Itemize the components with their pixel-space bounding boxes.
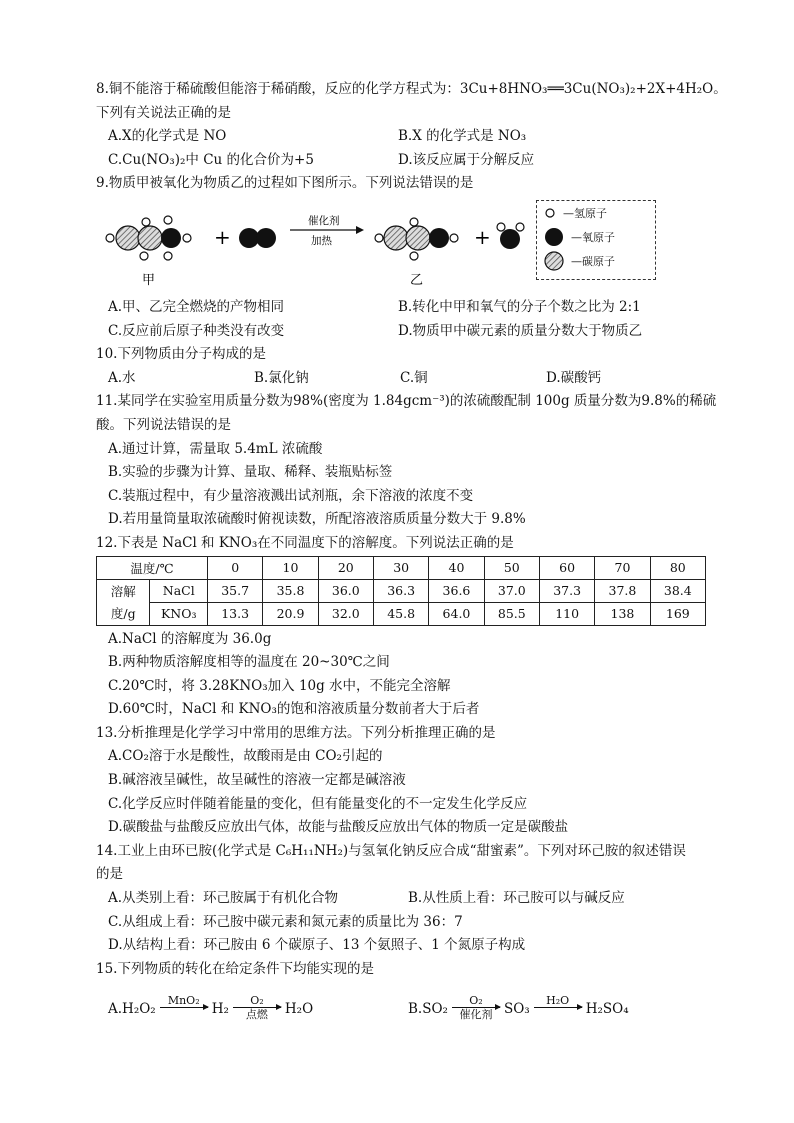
- kno3-cell: 169: [650, 602, 705, 625]
- q14-option-b: B.从性质上看：环己胺可以与碱反应: [408, 890, 625, 907]
- q10-option-b: B.氯化钠: [254, 369, 309, 386]
- table-row-nacl: [97, 579, 706, 602]
- temp-cell: 0: [208, 556, 263, 579]
- kno3-cell: 110: [539, 602, 594, 625]
- q9-stem: 9.物质甲被氧化为物质乙的过程如下图所示。下列说法错误的是: [96, 175, 474, 192]
- q8-options-ab: [96, 125, 712, 149]
- q12-stem: 12.下表是 NaCl 和 KNO₃在不同温度下的溶解度。下列说法正确的是: [96, 534, 514, 551]
- q15-stem: 15.下列物质的转化在给定条件下均能实现的是: [96, 960, 374, 977]
- condition-heat: 加热: [311, 234, 332, 247]
- condition-catalyst: 催化剂: [308, 214, 340, 227]
- row-header-bottom: 度/g: [97, 602, 150, 625]
- kno3-cell: 85.5: [484, 602, 539, 625]
- reaction-arrow-icon: O₂ 点燃: [233, 994, 281, 1021]
- q15-option-b: B. SO₂ O₂ 催化剂 SO₃ H₂O H₂SO₄: [408, 994, 629, 1022]
- q11-option-b: B.实验的步骤为计算、量取、稀释、装瓶贴标签: [108, 464, 393, 481]
- q9-option-b: B.转化中甲和氧气的分子个数之比为 2:1: [398, 298, 641, 315]
- nacl-cell: 37.0: [484, 579, 539, 602]
- q11-option-d: D.若用量筒量取浓硫酸时俯视读数，所配溶液溶质质量分数大于 9.8%: [108, 511, 526, 528]
- q9-option-c: C.反应前后原子种类没有改变: [108, 322, 285, 339]
- kno3-cell: 138: [595, 602, 650, 625]
- q10-stem: 10.下列物质由分子构成的是: [96, 346, 266, 363]
- q13-option-b: B.碱溶液呈碱性，故呈碱性的溶液一定都是碱溶液: [108, 772, 406, 789]
- q8-option-d: D.该反应属于分解反应: [398, 151, 535, 168]
- table-row-temps: [97, 556, 706, 579]
- q8-option-a: A.X的化学式是 NO: [108, 128, 227, 145]
- kno3-cell: 20.9: [263, 602, 318, 625]
- molecule-reaction-svg: [96, 198, 536, 290]
- molecule-o2: [239, 228, 276, 248]
- q14-option-d: D.从结构上看：环己胺由 6 个碳原子、13 个氨照子、1 个氮原子构成: [108, 937, 526, 954]
- q13-option-c: C.化学反应时伴随着能量的变化，但有能量变化的不一定发生化学反应: [108, 795, 528, 812]
- temp-cell: 70: [595, 556, 650, 579]
- temp-cell: 80: [650, 556, 705, 579]
- legend-hydrogen: —氢原子: [537, 201, 655, 225]
- nacl-label: NaCl: [150, 579, 208, 602]
- reaction-arrow-icon: H₂O: [534, 994, 582, 1021]
- q9-options-ab: [96, 296, 712, 320]
- q11-option-a: A.通过计算，需量取 5.4mL 浓硫酸: [108, 440, 323, 457]
- species: SO₃: [503, 1001, 530, 1018]
- kno3-label: KNO₃: [150, 602, 208, 625]
- reaction-arrow-icon: O₂ 催化剂: [452, 994, 500, 1021]
- q10-option-a: A.水: [108, 369, 136, 386]
- q13-option-a: A.CO₂溶于水是酸性，故酸雨是由 CO₂引起的: [108, 748, 383, 765]
- nacl-cell: 35.7: [208, 579, 263, 602]
- nacl-cell: 37.3: [539, 579, 594, 602]
- molecule-yi: [375, 218, 458, 260]
- species: H₂O: [284, 1001, 314, 1018]
- oxygen-atom-icon: [543, 226, 565, 248]
- q9-options-cd: [96, 320, 712, 344]
- q8-stem: 8.铜不能溶于稀硫酸但能溶于稀硝酸，反应的化学方程式为：3Cu+8HNO₃══3Cu(NO₃)₂+2X+4H₂O。: [96, 81, 727, 97]
- q15-options: [96, 981, 712, 1021]
- q15-option-a: A. H₂O₂ MnO₂ H₂ O₂ 点燃 H₂O: [108, 994, 314, 1022]
- nacl-cell: 37.8: [595, 579, 650, 602]
- nacl-cell: 38.4: [650, 579, 705, 602]
- q9-option-d: D.物质甲中碳元素的质量分数大于物质乙: [398, 322, 643, 339]
- exam-page: [96, 78, 727, 1022]
- q12-option-c: C.20℃时，将 3.28KNO₃加入 10g 水中，不能完全溶解: [108, 677, 451, 694]
- q8-option-c: C.Cu(NO₃)₂中 Cu 的化合价为+5: [108, 151, 314, 168]
- q13-option-d: D.碳酸盐与盐酸反应放出气体，故能与盐酸反应放出气体的物质一定是碳酸盐: [108, 819, 569, 836]
- species: H₂O₂: [122, 1001, 156, 1018]
- plus-sign-2: +: [474, 224, 491, 249]
- q11-option-c: C.装瓶过程中，有少量溶液溅出试剂瓶，余下溶液的浓度不变: [108, 487, 474, 504]
- q8-options-cd: [96, 149, 712, 173]
- nacl-cell: 36.0: [318, 579, 373, 602]
- nacl-cell: 35.8: [263, 579, 318, 602]
- legend-carbon: —碳原子: [537, 249, 655, 273]
- q10-option-d: D.碳酸钙: [546, 369, 602, 386]
- molecule-jia: [106, 216, 191, 260]
- kno3-cell: 32.0: [318, 602, 373, 625]
- solubility-table: [96, 556, 706, 626]
- temp-cell: 40: [429, 556, 484, 579]
- q11-stem: 11.某同学在实验室用质量分数为98%(密度为 1.84gcm⁻³)的浓硫酸配制 100g 质量分数为9.8%的稀硫: [96, 393, 717, 410]
- nacl-cell: 36.6: [429, 579, 484, 602]
- q9-reaction-diagram: [96, 198, 712, 290]
- temp-cell: 30: [373, 556, 428, 579]
- row-header-top: 溶解: [97, 579, 150, 602]
- temp-cell: 20: [318, 556, 373, 579]
- kno3-cell: 45.8: [373, 602, 428, 625]
- temp-cell: 60: [539, 556, 594, 579]
- molecule-h2o: [497, 223, 524, 249]
- carbon-atom-icon: [543, 250, 565, 272]
- reaction-arrow-icon: MnO₂: [160, 994, 208, 1021]
- temp-cell: 50: [484, 556, 539, 579]
- q14-stem-2: 的是: [96, 866, 123, 883]
- q14-option-c: C.从组成上看：环己胺中碳元素和氮元素的质量比为 36：7: [108, 913, 463, 930]
- q12-option-a: A.NaCl 的溶解度为 36.0g: [108, 630, 272, 647]
- label-yi: 乙: [410, 272, 424, 288]
- temp-cell: 10: [263, 556, 318, 579]
- q9-option-a: A.甲、乙完全燃烧的产物相同: [108, 298, 285, 315]
- temp-header: 温度/℃: [97, 556, 208, 579]
- q10-options: [96, 367, 712, 391]
- q14-options-ab: [96, 887, 712, 911]
- hydrogen-atom-icon: [543, 206, 557, 220]
- species: SO₂: [422, 1001, 448, 1018]
- q12-option-d: D.60℃时，NaCl 和 KNO₃的饱和溶液质量分数前者大于后者: [108, 701, 480, 718]
- plus-sign-1: +: [214, 224, 231, 249]
- q11-stem-2: 酸。下列说法错误的是: [96, 416, 231, 433]
- legend-oxygen: —氧原子: [537, 225, 655, 249]
- q13-stem: 13.分析推理是化学学习中常用的思维方法。下列分析推理正确的是: [96, 724, 496, 741]
- species: H₂: [211, 1001, 229, 1018]
- table-row-kno3: [97, 602, 706, 625]
- kno3-cell: 13.3: [208, 602, 263, 625]
- label-jia: 甲: [142, 272, 156, 288]
- atom-legend: [536, 200, 656, 280]
- q8-option-b: B.X 的化学式是 NO₃: [398, 128, 527, 145]
- q10-option-c: C.铜: [400, 369, 428, 386]
- q12-option-b: B.两种物质溶解度相等的温度在 20~30℃之间: [108, 654, 390, 671]
- q14-option-a: A.从类别上看：环己胺属于有机化合物: [108, 890, 339, 907]
- kno3-cell: 64.0: [429, 602, 484, 625]
- q8-stem-2: 下列有关说法正确的是: [96, 104, 231, 121]
- nacl-cell: 36.3: [373, 579, 428, 602]
- species: H₂SO₄: [585, 1001, 629, 1018]
- q14-stem: 14.工业上由环已胺(化学式是 C₆H₁₁NH₂)与氢氧化钠反应合成“甜蜜素”。下列对环己胺的叙述错误: [96, 842, 686, 859]
